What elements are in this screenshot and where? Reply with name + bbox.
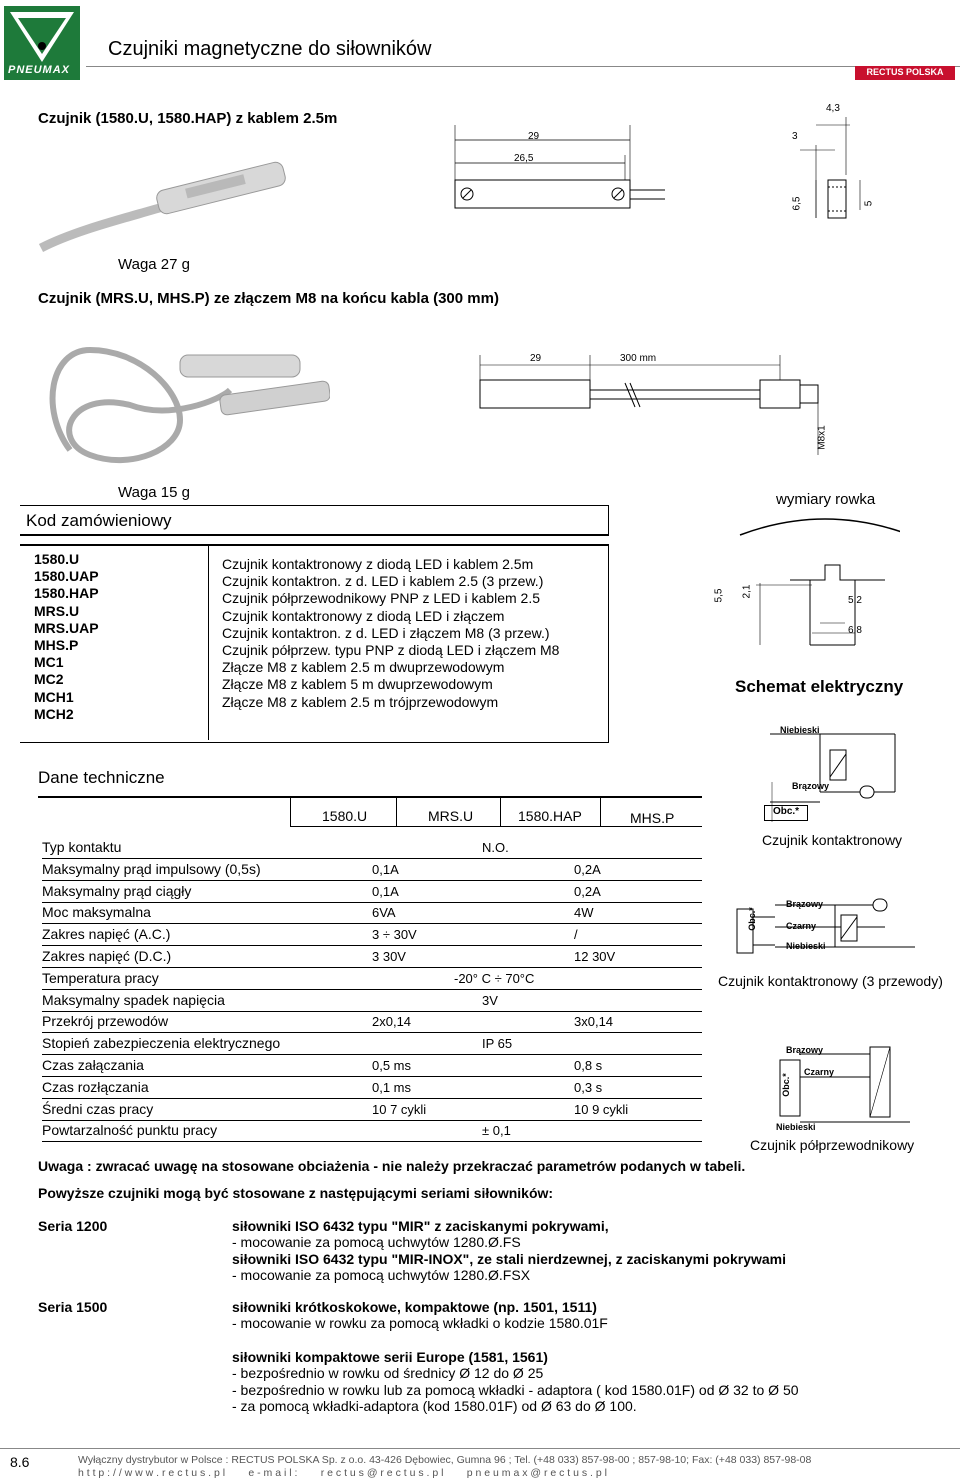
order-heading: Kod zamówieniowy <box>26 511 172 530</box>
wire-blue-1: Niebieski <box>780 725 820 735</box>
sensor1-title: Czujnik (1580.U, 1580.HAP) z kablem 2.5m <box>38 110 338 127</box>
tech-row <box>42 1032 702 1055</box>
order-code: 1580.U <box>34 551 80 567</box>
order-code: MC2 <box>34 671 64 688</box>
order-code: MC1 <box>34 654 64 671</box>
col-1580hap: 1580.HAP <box>518 808 582 824</box>
tech-row-value-semi: 12 30V <box>574 949 616 964</box>
dim-m8-29: 29 <box>530 353 542 364</box>
tech-row-value-semi: 0,8 s <box>574 1058 603 1073</box>
dim-6-8: 6,8 <box>848 625 862 636</box>
tech-row-value-semi: 0,2A <box>574 883 601 899</box>
series-line: - mocowanie za pomocą uchwytów 1280.Ø.FSX <box>232 1267 531 1284</box>
sensor2-weight: Waga 15 g <box>118 484 190 501</box>
col-sep-4 <box>600 796 601 826</box>
order-description: Czujnik kontaktron. z d. LED i złączem M8 (3 przew.) <box>222 624 550 641</box>
tech-row-label: Typ kontaktu <box>42 839 122 855</box>
groove-drawing <box>700 505 900 655</box>
series-line: - bezpośrednio w rowku lub za pomocą wkładki - adaptora ( kod 1580.01F) od Ø 32 to Ø 50 <box>232 1381 799 1398</box>
order-description: Czujnik kontaktronowy z diodą LED i złączem <box>222 607 505 624</box>
series-line: - bezpośrednio w rowku od średnicy Ø 12 do Ø 25 <box>232 1365 544 1382</box>
order-description: Złącze M8 z kablem 2.5 m trójprzewodowym <box>222 693 499 710</box>
series-line: siłowniki ISO 6432 typu "MIR-INOX", ze stali nierdzewnej, z zaciskanymi pokrywami <box>232 1250 787 1267</box>
schematic-caption-2: Czujnik kontaktronowy (3 przewody) <box>718 973 943 989</box>
tech-row-value-semi: 0,2A <box>574 861 601 877</box>
tech-row-value-common: 3V <box>482 992 498 1008</box>
tech-row-value-common: ± 0,1 <box>482 1123 511 1139</box>
tech-row-value-common: IP 65 <box>482 1036 513 1052</box>
tech-row <box>42 1076 702 1099</box>
wire-black-3: Czarny <box>804 1067 835 1077</box>
tech-row-value-reed: 2x0,14 <box>372 1014 412 1030</box>
tech-row <box>42 901 702 924</box>
tech-row <box>42 836 702 859</box>
order-code: MCH2 <box>34 705 74 722</box>
load-label-2: Obc.* <box>746 907 757 931</box>
dim-3: 3 <box>792 131 798 142</box>
order-table-divider <box>208 544 209 740</box>
series-name: Seria 1500 <box>38 1299 108 1315</box>
order-description: Czujnik półprzew. typu PNP z diodą LED i złączem M8 <box>222 641 560 658</box>
dim-m8x1: M8x1 <box>816 425 828 450</box>
order-description: Czujnik kontaktron. z d. LED i kablem 2.5 (3 przew.) <box>222 573 544 590</box>
schematic-caption-3: Czujnik półprzewodnikowy <box>750 1137 915 1153</box>
series-line: siłowniki krótkoskokowe, kompaktowe (np. 1501, 1511) <box>232 1299 597 1315</box>
series-line: siłowniki kompaktowe serii Europe (1581, 1561) <box>232 1349 548 1365</box>
page-number: 8.6 <box>10 1454 30 1470</box>
tech-row-label: Zakres napięć (A.C.) <box>42 926 171 943</box>
dim-29: 29 <box>528 131 540 142</box>
tech-row-value-semi: 4W <box>574 905 594 921</box>
tech-row-value-reed: 3 ÷ 30V <box>372 927 417 943</box>
tech-row <box>42 967 702 990</box>
usage-note: Powyższe czujniki mogą być stosowane z następującymi seriami siłowników: <box>38 1185 554 1201</box>
tech-row-value-reed: 0,1A <box>372 861 399 877</box>
series-line: - mocowanie w rowku za pomocą wkładki o kodzie 1580.01F <box>232 1315 608 1332</box>
page-title: Czujniki magnetyczne do siłowników <box>108 38 432 60</box>
col-sep-1 <box>290 796 291 826</box>
dim-4-3: 4,3 <box>826 103 840 114</box>
series-line: - mocowanie za pomocą uchwytów 1280.Ø.FS <box>232 1234 521 1251</box>
tech-row-label: Powtarzalność punktu pracy <box>42 1122 218 1139</box>
tech-row <box>42 1098 702 1121</box>
dim-6-5: 6,5 <box>791 196 803 211</box>
order-code-list <box>34 551 99 723</box>
sensor1-weight: Waga 27 g <box>118 256 190 273</box>
tech-heading: Dane techniczne <box>38 768 165 787</box>
series-line: - za pomocą wkładki-adaptora (kod 1580.01F) od Ø 63 do Ø 100. <box>232 1398 637 1415</box>
distributor-badge: RECTUS POLSKA <box>866 67 944 77</box>
tech-row-label: Moc maksymalna <box>42 904 151 921</box>
tech-row-label: Średni czas pracy <box>42 1100 154 1117</box>
schematic-caption-1: Czujnik kontaktronowy <box>762 832 903 848</box>
sensor1-dimension-drawing <box>440 95 920 235</box>
tech-row <box>42 989 702 1012</box>
wire-brown-2: Brązowy <box>786 899 824 909</box>
series-line: siłowniki ISO 6432 typu "MIR" z zaciskanymi pokrywami, <box>232 1218 609 1234</box>
series-name: Seria 1200 <box>38 1218 108 1234</box>
order-code: 1580.HAP <box>34 585 99 602</box>
tech-row <box>42 1054 702 1077</box>
order-description-list <box>222 556 559 711</box>
wire-blue-2: Niebieski <box>786 941 826 951</box>
order-description: Czujnik półprzewodnikowy PNP z LED i kablem 2.5 <box>222 590 540 607</box>
sensor2-title: Czujnik (MRS.U, MHS.P) ze złączem M8 na końcu kabla (300 mm) <box>38 290 499 307</box>
dim-300mm: 300 mm <box>620 353 657 364</box>
footer-distributor: Wyłączny dystrybutor w Polsce : RECTUS POLSKA Sp. z o.o. 43-426 Dębowiec, Gumna 96 ; Tel. (+48 033) 857-98-00 ; 857-98-10; Fax: (+48 033) 857-98-08 <box>78 1454 812 1466</box>
tech-row-value-reed: 3 30V <box>372 949 406 964</box>
col-sep-3 <box>500 796 501 826</box>
tech-row <box>42 880 702 903</box>
schematic-reed-3wire <box>735 895 935 970</box>
col-mhsp: MHS.P <box>630 810 675 826</box>
tech-row <box>42 858 702 881</box>
sensor2-photo <box>30 330 330 480</box>
brand-name: PNEUMAX <box>8 64 71 76</box>
dim-5: 5 <box>863 200 875 207</box>
col-mrsu: MRS.U <box>428 808 474 824</box>
col-header-rule <box>290 826 702 827</box>
tech-row-value-common: N.O. <box>482 840 509 855</box>
dim-5-2: 5,2 <box>848 595 862 606</box>
col-1580u: 1580.U <box>322 808 368 824</box>
groove-label: wymiary rowka <box>776 491 876 508</box>
dim-5-5: 5,5 <box>713 588 725 603</box>
col-sep-2 <box>396 796 397 826</box>
order-code: MCH1 <box>34 688 74 705</box>
order-description: Złącze M8 z kablem 5 m dwuprzewodowym <box>222 676 493 693</box>
tech-row <box>42 1010 702 1033</box>
tech-row <box>42 945 702 968</box>
tech-row-value-reed: 0,5 ms <box>372 1058 412 1073</box>
wire-blue-3: Niebieski <box>776 1122 816 1132</box>
tech-row-value-semi: 3x0,14 <box>574 1014 614 1030</box>
tech-row-value-reed: 0,1 ms <box>372 1079 412 1095</box>
order-description: Złącze M8 z kablem 2.5 m dwuprzewodowym <box>222 659 505 676</box>
dim-2-1: 2,1 <box>741 584 753 599</box>
tech-row-value-reed: 6VA <box>372 905 396 921</box>
dim-26-5: 26,5 <box>514 153 534 164</box>
footer-rule <box>0 1448 960 1449</box>
footer-web: h t t p : / / w w w . r e c t u s . p l e - m a i l : r e c t u s @ r e c t u s . p l p n e u m a x @ r e c t u s . p l <box>78 1467 607 1479</box>
load-label-3: Obc.* <box>780 1073 791 1097</box>
tech-row-value-semi: 10 9 cykli <box>574 1101 629 1117</box>
tech-table-top <box>38 796 702 798</box>
wire-brown-3: Brązowy <box>786 1045 824 1055</box>
wire-brown-1: Brązowy <box>792 781 830 791</box>
tech-row-value-common: -20° C ÷ 70°C <box>454 970 535 986</box>
tech-row <box>42 923 702 946</box>
order-code: MHS.P <box>34 636 79 653</box>
tech-row-label: Maksymalny prąd impulsowy (0,5s) <box>42 860 261 877</box>
tech-row-value-reed: 0,1A <box>372 883 399 899</box>
tech-row-label: Stopień zabezpieczenia elektrycznego <box>42 1035 281 1052</box>
tech-row-label: Maksymalny spadek napięcia <box>42 991 225 1008</box>
warning-note: Uwaga : zwracać uwagę na stosowane obciażenia - nie należy przekraczać parametrów podanych w tabeli. <box>38 1158 746 1174</box>
load-box-1: Obc.* <box>764 805 808 821</box>
tech-row-value-semi: / <box>574 927 578 943</box>
order-code: 1580.UAP <box>34 568 99 585</box>
header-rule <box>86 66 960 83</box>
order-code: MRS.UAP <box>34 619 99 636</box>
tech-row-value-reed: 10 7 cykli <box>372 1101 427 1117</box>
order-code: MRS.U <box>34 602 80 619</box>
order-description: Czujnik kontaktronowy z diodą LED i kablem 2.5m <box>222 556 534 572</box>
tech-row-value-semi: 0,3 s <box>574 1079 603 1095</box>
schematic-heading: Schemat elektryczny <box>735 677 904 696</box>
tech-row-label: Czas rozłączania <box>42 1078 149 1095</box>
tech-row-label: Przekrój przewodów <box>42 1013 169 1030</box>
tech-row-label: Maksymalny prąd ciągły <box>42 882 192 899</box>
tech-row-label: Czas załączania <box>42 1057 144 1073</box>
tech-row <box>42 1119 702 1142</box>
tech-row-label: Temperatura pracy <box>42 969 159 986</box>
sensor1-photo <box>36 140 296 260</box>
wire-black-2: Czarny <box>786 921 817 931</box>
tech-row-label: Zakres napięć (D.C.) <box>42 948 172 964</box>
